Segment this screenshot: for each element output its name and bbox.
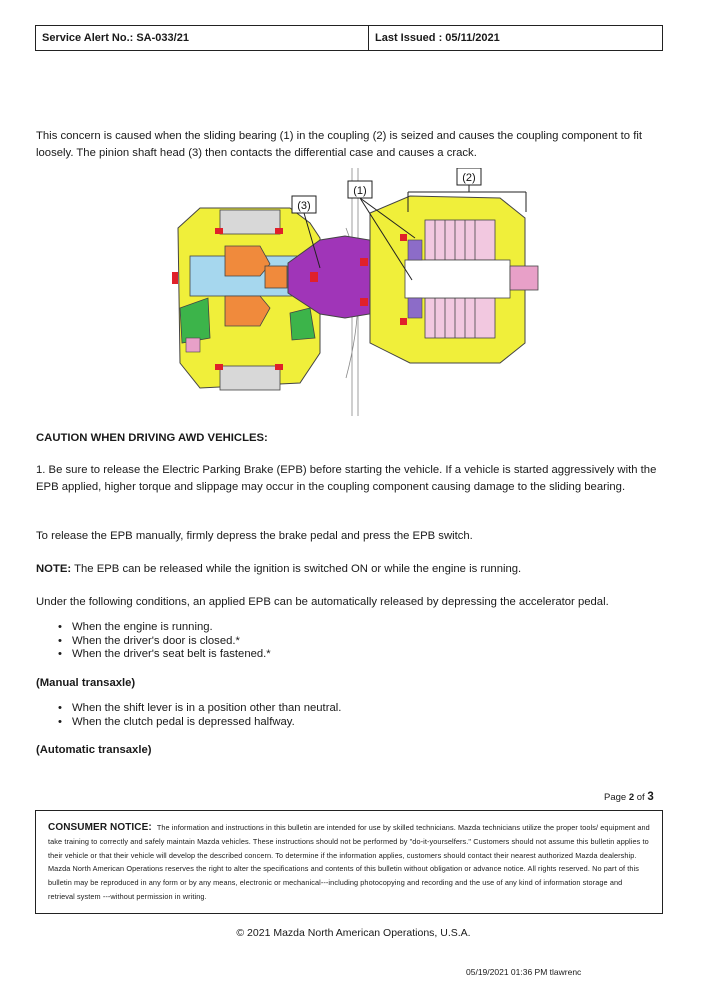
page-number xyxy=(604,791,654,803)
consumer-notice-text: The information and instructions in this bulletin are intended for use by skilled technicians. Mazda technicians utilize the proper tools/ equipment and take training to correctly and safely maintain Mazda vehicles. These instructions should not be performed by "do-it-yourselfers." Customers should not assume this bulletin applies to their vehicle or that their vehicle will develop the described concern. To determine if the information applies, customers should contact their nearest authorized Mazda dealership. Mazda North American Operations reserves the right to alter the specifications and contents of this bulletin without obligation or advance notice. All rights reserved. No part of this bulletin may be reproduced in any form or by any means, electronic or mechanical---including photocopying and recording and the use of any kind of information storage and retrieval system ---without permission in writing. xyxy=(48,823,650,901)
page-prefix: Page xyxy=(604,792,629,803)
service-alert-number: Service Alert No.: SA-033/21 xyxy=(36,26,369,50)
copyright-footer: © 2021 Mazda North American Operations, U.S.A. xyxy=(236,927,471,939)
list-item: • When the driver's seat belt is fastened.* xyxy=(58,648,271,662)
manual-transaxle-heading: (Manual transaxle) xyxy=(36,677,136,689)
note-text: The EPB can be released while the ignition is switched ON or while the engine is running. xyxy=(71,563,522,575)
callout-label-3: (3) xyxy=(297,200,311,212)
last-issued-date: Last Issued : 05/11/2021 xyxy=(375,32,500,44)
epb-release-paragraph: 1. Be sure to release the Electric Parking Brake (EPB) before starting the vehicle. If a vehicle is started aggressively with the EPB applied, higher torque and slippage may occur in the coupling component causing damage to the sliding bearing. xyxy=(36,464,657,493)
conditions-list xyxy=(58,621,271,662)
note-label: NOTE: xyxy=(36,563,72,575)
list-item: • When the driver's door is closed.* xyxy=(58,635,271,649)
intro-paragraph: This concern is caused when the sliding bearing (1) in the coupling (2) is seized and causes the coupling component to fit loosely. The pinion shaft head (3) then contacts the differential case and causes a crack. xyxy=(36,130,642,159)
print-timestamp: 05/19/2021 01:36 PM tlawrenc xyxy=(466,967,582,977)
page-of: of xyxy=(634,792,648,803)
callout-label-1: (1) xyxy=(353,185,367,197)
automatic-transaxle-heading: (Automatic transaxle) xyxy=(36,744,152,756)
list-item: • When the engine is running. xyxy=(58,621,271,635)
caution-heading: CAUTION WHEN DRIVING AWD VEHICLES: xyxy=(36,432,268,444)
consumer-notice-title: CONSUMER NOTICE: xyxy=(48,822,152,833)
note-paragraph xyxy=(36,561,668,578)
page-current: 2 xyxy=(628,792,635,803)
callout-label-2: (2) xyxy=(462,172,476,184)
header-box xyxy=(35,25,663,51)
coupling-cross-section-diagram xyxy=(170,168,540,416)
epb-manual-release-paragraph: To release the EPB manually, firmly depress the brake pedal and press the EPB switch. xyxy=(36,530,473,542)
manual-conditions-list xyxy=(58,702,341,729)
auto-release-conditions-paragraph: Under the following conditions, an applied EPB can be automatically released by depressing the accelerator pedal. xyxy=(36,596,609,608)
list-item: • When the shift lever is in a position other than neutral. xyxy=(58,702,341,716)
list-item: • When the clutch pedal is depressed halfway. xyxy=(58,716,341,730)
consumer-notice-box xyxy=(35,810,663,914)
page-total: 3 xyxy=(647,791,654,803)
